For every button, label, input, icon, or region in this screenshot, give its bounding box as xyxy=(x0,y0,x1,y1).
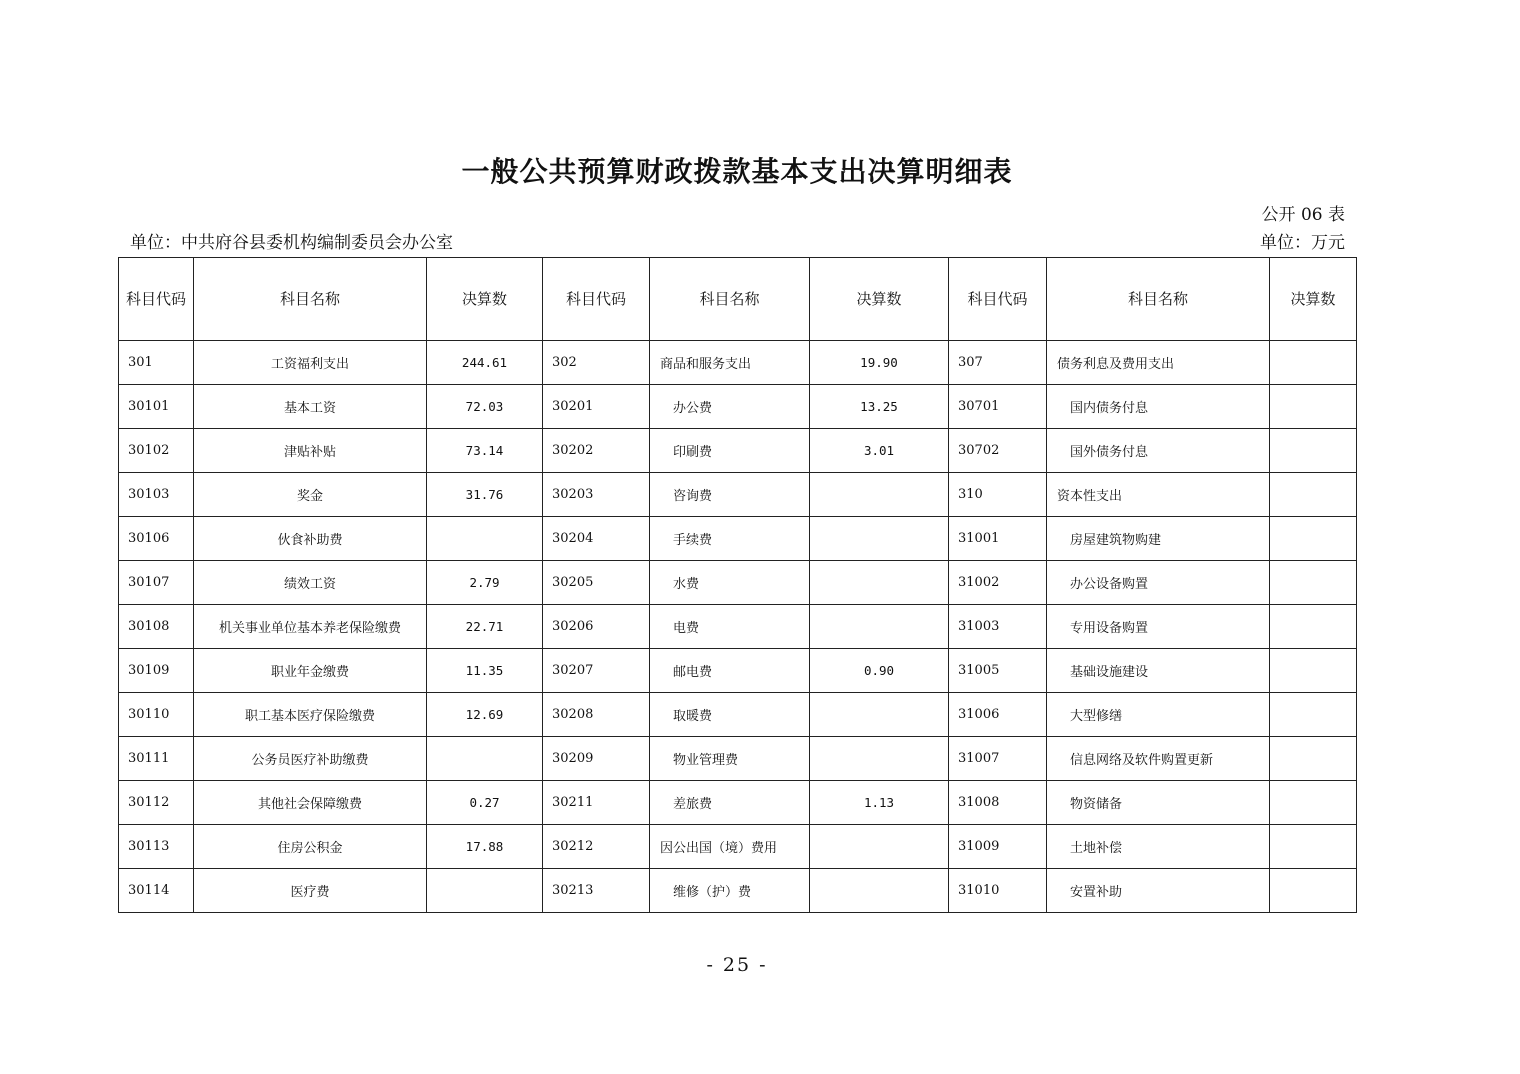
code-cell: 30203 xyxy=(543,473,650,517)
code-cell: 30111 xyxy=(119,737,194,781)
name-cell: 其他社会保障缴费 xyxy=(194,781,427,825)
amount-cell: 12.69 xyxy=(427,693,543,737)
amount-cell: 2.79 xyxy=(427,561,543,605)
header-amount-1: 决算数 xyxy=(427,258,543,341)
table-row xyxy=(119,869,1357,913)
name-cell: 办公费 xyxy=(650,385,810,429)
amount-cell: 1.13 xyxy=(810,781,949,825)
code-cell: 30108 xyxy=(119,605,194,649)
name-cell: 电费 xyxy=(650,605,810,649)
expenditure-detail-table xyxy=(118,257,1357,913)
code-cell: 31007 xyxy=(949,737,1047,781)
name-cell: 取暖费 xyxy=(650,693,810,737)
amount-cell xyxy=(1270,341,1357,385)
amount-cell: 22.71 xyxy=(427,605,543,649)
header-name-3: 科目名称 xyxy=(1047,258,1270,341)
name-cell: 基础设施建设 xyxy=(1047,649,1270,693)
name-cell: 绩效工资 xyxy=(194,561,427,605)
code-cell: 30107 xyxy=(119,561,194,605)
amount-cell xyxy=(810,737,949,781)
code-cell: 31003 xyxy=(949,605,1047,649)
amount-cell: 19.90 xyxy=(810,341,949,385)
amount-cell xyxy=(1270,517,1357,561)
name-cell: 奖金 xyxy=(194,473,427,517)
code-cell: 302 xyxy=(543,341,650,385)
header-name-1: 科目名称 xyxy=(194,258,427,341)
amount-cell: 244.61 xyxy=(427,341,543,385)
amount-cell: 3.01 xyxy=(810,429,949,473)
header-code-2: 科目代码 xyxy=(543,258,650,341)
code-cell: 31001 xyxy=(949,517,1047,561)
code-cell: 30109 xyxy=(119,649,194,693)
amount-cell: 17.88 xyxy=(427,825,543,869)
name-cell: 公务员医疗补助缴费 xyxy=(194,737,427,781)
amount-cell xyxy=(1270,781,1357,825)
code-cell: 30102 xyxy=(119,429,194,473)
code-cell: 30205 xyxy=(543,561,650,605)
amount-cell xyxy=(810,869,949,913)
code-cell: 30110 xyxy=(119,693,194,737)
code-cell: 30212 xyxy=(543,825,650,869)
name-cell: 土地补偿 xyxy=(1047,825,1270,869)
amount-cell xyxy=(810,693,949,737)
name-cell: 水费 xyxy=(650,561,810,605)
table-row xyxy=(119,781,1357,825)
form-number: 公开 06 表 xyxy=(1261,205,1345,225)
amount-cell xyxy=(1270,561,1357,605)
name-cell: 因公出国（境）费用 xyxy=(650,825,810,869)
table-row xyxy=(119,473,1357,517)
name-cell: 津贴补贴 xyxy=(194,429,427,473)
code-cell: 30112 xyxy=(119,781,194,825)
unit-organization: 单位：中共府谷县委机构编制委员会办公室 xyxy=(130,233,453,253)
name-cell: 伙食补助费 xyxy=(194,517,427,561)
name-cell: 住房公积金 xyxy=(194,825,427,869)
code-cell: 30103 xyxy=(119,473,194,517)
name-cell: 职业年金缴费 xyxy=(194,649,427,693)
code-cell: 30209 xyxy=(543,737,650,781)
header-code-1: 科目代码 xyxy=(119,258,194,341)
code-cell: 301 xyxy=(119,341,194,385)
amount-cell: 31.76 xyxy=(427,473,543,517)
code-cell: 310 xyxy=(949,473,1047,517)
table-row xyxy=(119,737,1357,781)
name-cell: 机关事业单位基本养老保险缴费 xyxy=(194,605,427,649)
name-cell: 医疗费 xyxy=(194,869,427,913)
code-cell: 30114 xyxy=(119,869,194,913)
table-row xyxy=(119,385,1357,429)
name-cell: 信息网络及软件购置更新 xyxy=(1047,737,1270,781)
code-cell: 30202 xyxy=(543,429,650,473)
name-cell: 大型修缮 xyxy=(1047,693,1270,737)
code-cell: 30201 xyxy=(543,385,650,429)
name-cell: 房屋建筑物购建 xyxy=(1047,517,1270,561)
amount-cell: 13.25 xyxy=(810,385,949,429)
amount-cell xyxy=(1270,429,1357,473)
code-cell: 30208 xyxy=(543,693,650,737)
code-cell: 31009 xyxy=(949,825,1047,869)
name-cell: 职工基本医疗保险缴费 xyxy=(194,693,427,737)
code-cell: 30701 xyxy=(949,385,1047,429)
code-cell: 31002 xyxy=(949,561,1047,605)
amount-cell xyxy=(1270,693,1357,737)
name-cell: 邮电费 xyxy=(650,649,810,693)
table-row xyxy=(119,825,1357,869)
table-row xyxy=(119,693,1357,737)
amount-cell xyxy=(427,737,543,781)
header-name-2: 科目名称 xyxy=(650,258,810,341)
header-amount-3: 决算数 xyxy=(1270,258,1357,341)
amount-cell xyxy=(1270,825,1357,869)
amount-cell xyxy=(1270,869,1357,913)
name-cell: 手续费 xyxy=(650,517,810,561)
amount-cell xyxy=(810,825,949,869)
table-row xyxy=(119,605,1357,649)
name-cell: 差旅费 xyxy=(650,781,810,825)
name-cell: 办公设备购置 xyxy=(1047,561,1270,605)
code-cell: 30101 xyxy=(119,385,194,429)
amount-cell xyxy=(1270,649,1357,693)
code-cell: 30213 xyxy=(543,869,650,913)
amount-cell xyxy=(810,605,949,649)
unit-currency: 单位：万元 xyxy=(1260,233,1345,253)
name-cell: 物业管理费 xyxy=(650,737,810,781)
code-cell: 31006 xyxy=(949,693,1047,737)
name-cell: 基本工资 xyxy=(194,385,427,429)
name-cell: 安置补助 xyxy=(1047,869,1270,913)
name-cell: 专用设备购置 xyxy=(1047,605,1270,649)
amount-cell: 0.90 xyxy=(810,649,949,693)
code-cell: 30106 xyxy=(119,517,194,561)
amount-cell: 72.03 xyxy=(427,385,543,429)
amount-cell xyxy=(1270,605,1357,649)
header-code-3: 科目代码 xyxy=(949,258,1047,341)
amount-cell xyxy=(1270,737,1357,781)
table-row xyxy=(119,429,1357,473)
amount-cell xyxy=(810,473,949,517)
page-title: 一般公共预算财政拨款基本支出决算明细表 xyxy=(461,155,1013,188)
name-cell: 咨询费 xyxy=(650,473,810,517)
code-cell: 31008 xyxy=(949,781,1047,825)
code-cell: 30702 xyxy=(949,429,1047,473)
name-cell: 资本性支出 xyxy=(1047,473,1270,517)
table-row xyxy=(119,561,1357,605)
name-cell: 商品和服务支出 xyxy=(650,341,810,385)
amount-cell xyxy=(810,517,949,561)
table-row xyxy=(119,517,1357,561)
amount-cell xyxy=(427,517,543,561)
table-header-row xyxy=(119,258,1357,341)
name-cell: 工资福利支出 xyxy=(194,341,427,385)
amount-cell: 0.27 xyxy=(427,781,543,825)
amount-cell: 73.14 xyxy=(427,429,543,473)
name-cell: 债务利息及费用支出 xyxy=(1047,341,1270,385)
code-cell: 30211 xyxy=(543,781,650,825)
code-cell: 30204 xyxy=(543,517,650,561)
code-cell: 30113 xyxy=(119,825,194,869)
name-cell: 物资储备 xyxy=(1047,781,1270,825)
amount-cell: 11.35 xyxy=(427,649,543,693)
code-cell: 30207 xyxy=(543,649,650,693)
amount-cell xyxy=(1270,385,1357,429)
page-number: - 25 - xyxy=(706,954,768,976)
table-row xyxy=(119,649,1357,693)
name-cell: 国内债务付息 xyxy=(1047,385,1270,429)
table-row xyxy=(119,341,1357,385)
name-cell: 印刷费 xyxy=(650,429,810,473)
code-cell: 307 xyxy=(949,341,1047,385)
name-cell: 维修（护）费 xyxy=(650,869,810,913)
code-cell: 31010 xyxy=(949,869,1047,913)
header-amount-2: 决算数 xyxy=(810,258,949,341)
amount-cell xyxy=(427,869,543,913)
code-cell: 31005 xyxy=(949,649,1047,693)
name-cell: 国外债务付息 xyxy=(1047,429,1270,473)
amount-cell xyxy=(810,561,949,605)
code-cell: 30206 xyxy=(543,605,650,649)
amount-cell xyxy=(1270,473,1357,517)
